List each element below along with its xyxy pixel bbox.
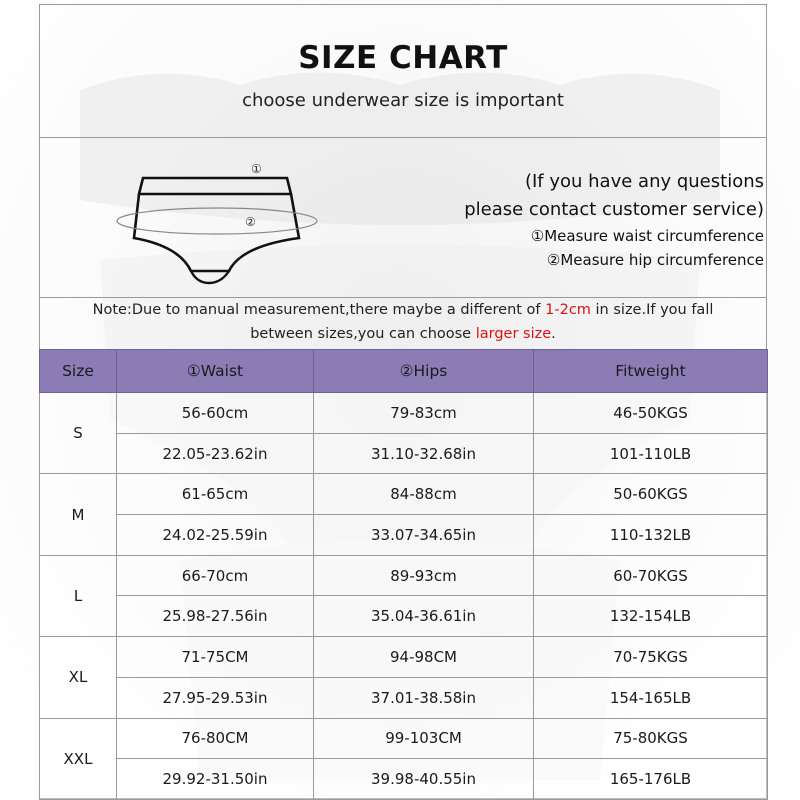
fitweight-lb-cell: 154-165LB xyxy=(534,677,768,718)
fitweight-kg-cell: 70-75KGS xyxy=(534,637,768,678)
hip-marker-label: ② xyxy=(245,215,256,229)
note-highlight-size: larger size xyxy=(475,326,552,342)
hips-in-cell: 31.10-32.68in xyxy=(314,433,534,474)
page-title: SIZE CHART xyxy=(298,40,508,76)
measure-hip-text: ②Measure hip circumference xyxy=(546,251,764,269)
fitweight-kg-cell: 46-50KGS xyxy=(534,393,768,434)
table-row xyxy=(40,596,768,637)
waist-cm-cell: 61-65cm xyxy=(117,474,314,515)
hips-cm-cell: 79-83cm xyxy=(314,393,534,434)
header-waist: ①Waist xyxy=(117,350,314,393)
measurement-note xyxy=(39,298,767,348)
note-text-3: between sizes,you can choose xyxy=(250,326,476,342)
waist-marker-label: ① xyxy=(251,162,262,176)
hips-cm-cell: 84-88cm xyxy=(314,474,534,515)
header-section xyxy=(39,4,767,138)
fitweight-lb-cell: 110-132LB xyxy=(534,515,768,556)
fitweight-kg-cell: 75-80KGS xyxy=(534,718,768,759)
hips-in-cell: 35.04-36.61in xyxy=(314,596,534,637)
contact-line-1: (If you have any questions xyxy=(524,171,764,192)
note-text-4: . xyxy=(551,326,556,342)
size-label-cell: M xyxy=(40,474,117,555)
header-size: Size xyxy=(40,350,117,393)
header-fitweight: Fitweight xyxy=(534,350,768,393)
note-text-1: Note:Due to manual measurement,there maybe a different of xyxy=(92,302,546,318)
contact-line-2: please contact customer service) xyxy=(464,199,764,220)
waist-cm-cell: 66-70cm xyxy=(117,555,314,596)
hips-cm-cell: 99-103CM xyxy=(314,718,534,759)
table-row xyxy=(40,515,768,556)
size-label-cell: L xyxy=(40,555,117,636)
underwear-measurement-diagram xyxy=(109,146,349,286)
table-row xyxy=(40,555,768,596)
fitweight-lb-cell: 101-110LB xyxy=(534,433,768,474)
contact-info xyxy=(464,168,764,272)
fitweight-lb-cell: 132-154LB xyxy=(534,596,768,637)
size-label-cell: S xyxy=(40,393,117,474)
size-label-cell: XL xyxy=(40,637,117,718)
header-hips: ②Hips xyxy=(314,350,534,393)
note-line-1 xyxy=(39,298,767,322)
waist-in-cell: 25.98-27.56in xyxy=(117,596,314,637)
fitweight-kg-cell: 60-70KGS xyxy=(534,555,768,596)
table-row xyxy=(40,393,768,434)
fitweight-lb-cell: 165-176LB xyxy=(534,759,768,800)
table-row xyxy=(40,718,768,759)
size-table xyxy=(39,349,768,800)
hips-in-cell: 33.07-34.65in xyxy=(314,515,534,556)
waist-in-cell: 24.02-25.59in xyxy=(117,515,314,556)
fitweight-kg-cell: 50-60KGS xyxy=(534,474,768,515)
table-row xyxy=(40,677,768,718)
size-table-body xyxy=(40,393,768,800)
note-text-2: in size.If you fall xyxy=(590,302,714,318)
page-subtitle: choose underwear size is important xyxy=(242,90,564,111)
waist-cm-cell: 56-60cm xyxy=(117,393,314,434)
waist-in-cell: 29.92-31.50in xyxy=(117,759,314,800)
size-label-cell: XXL xyxy=(40,718,117,800)
waist-cm-cell: 76-80CM xyxy=(117,718,314,759)
waist-in-cell: 27.95-29.53in xyxy=(117,677,314,718)
measure-waist-text: ①Measure waist circumference xyxy=(530,227,764,245)
table-row xyxy=(40,637,768,678)
hips-in-cell: 39.98-40.55in xyxy=(314,759,534,800)
table-header-row xyxy=(40,350,768,393)
hips-cm-cell: 94-98CM xyxy=(314,637,534,678)
waist-cm-cell: 71-75CM xyxy=(117,637,314,678)
note-line-2 xyxy=(39,322,767,346)
hips-in-cell: 37.01-38.58in xyxy=(314,677,534,718)
note-highlight-range: 1-2cm xyxy=(545,302,591,318)
hips-cm-cell: 89-93cm xyxy=(314,555,534,596)
table-row xyxy=(40,759,768,800)
table-row xyxy=(40,474,768,515)
table-row xyxy=(40,433,768,474)
measurement-section xyxy=(39,138,767,298)
waist-in-cell: 22.05-23.62in xyxy=(117,433,314,474)
